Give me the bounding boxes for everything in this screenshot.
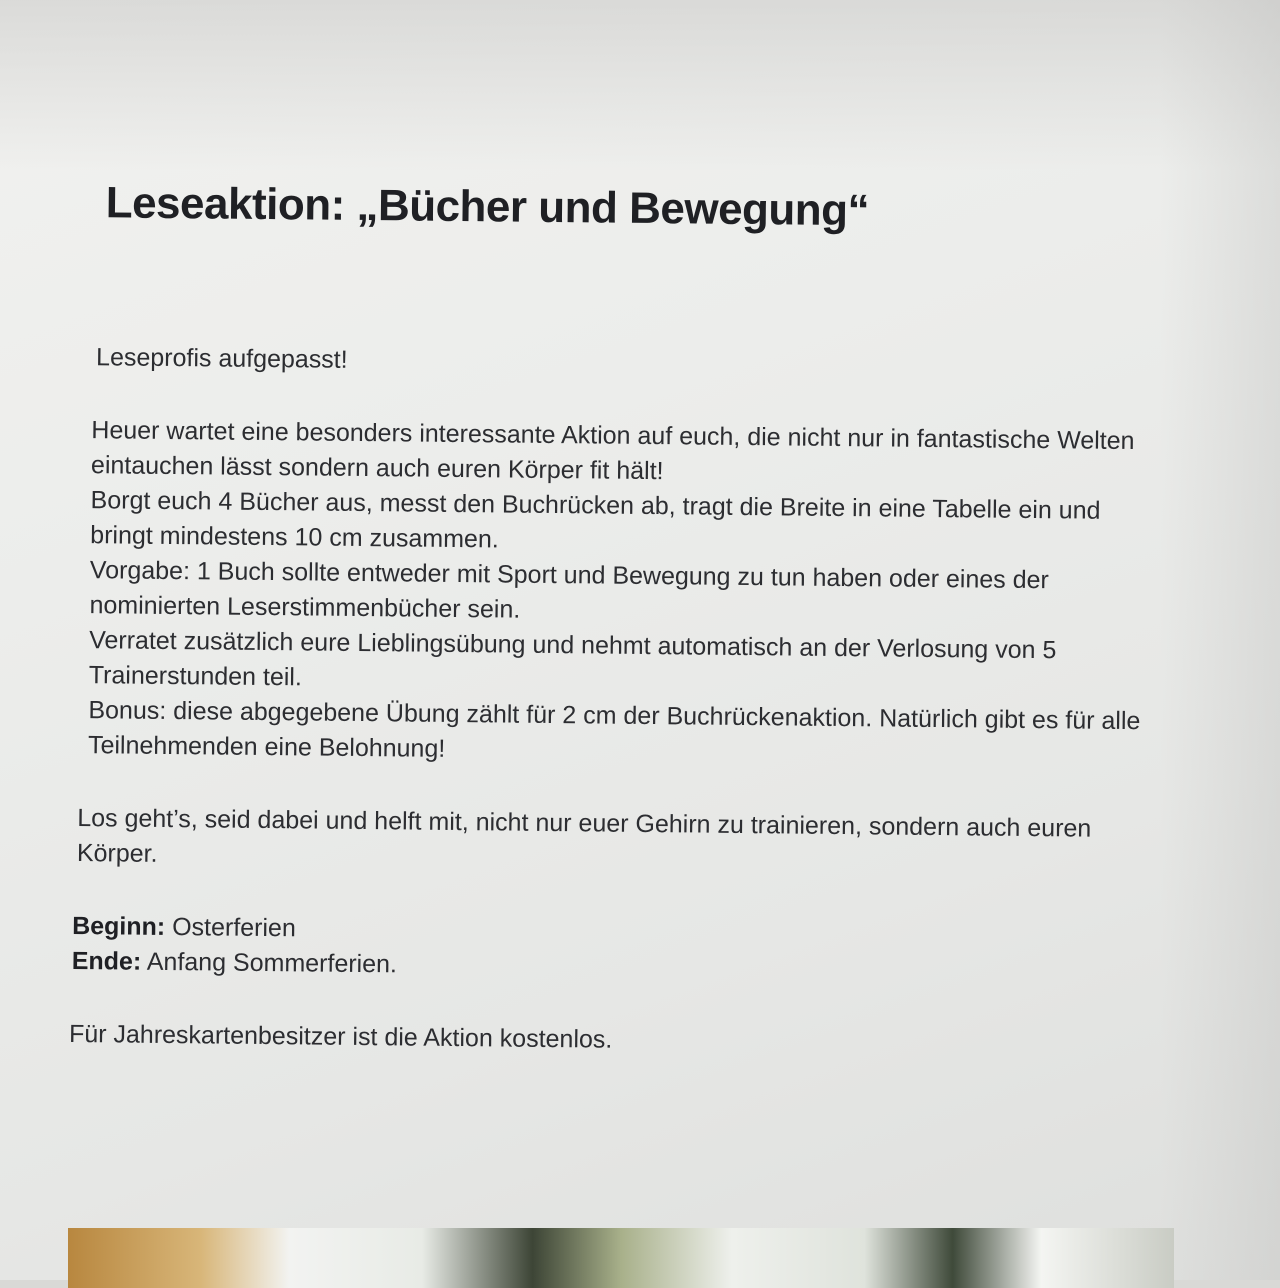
body-line-raffle: Verratet zusätzlich eure Lieblingsübung und nehmt automatisch an der Verlosung von 5 Trainerstunden teil.	[88, 626, 1057, 692]
end-label: Ende:	[71, 946, 142, 976]
dates-block	[72, 909, 1161, 990]
body-text	[88, 413, 1166, 774]
body-line-bonus: Bonus: diese abgegebene Übung zählt für 2 cm der Buchrückenaktion. Natürlich gibt es für alle Teilnehmenden eine Belohnung!	[87, 696, 1141, 763]
begin-value: Osterferien	[172, 913, 296, 943]
flyer-title: Leseaktion: „Bücher und Bewegung“	[105, 178, 870, 236]
decorative-photo	[68, 1228, 1174, 1288]
greeting: Leseprofis aufgepasst!	[95, 343, 348, 374]
begin-label: Beginn:	[72, 911, 166, 941]
flyer-content	[69, 178, 1168, 1063]
paper-shadow-top	[0, 0, 1280, 170]
closing-text: Los geht’s, seid dabei und helft mit, nicht nur euer Gehirn zu trainieren, sondern auch euren Körper.	[76, 804, 1092, 868]
paper-shadow-right	[1160, 0, 1280, 1280]
end-value: Anfang Sommerferien.	[146, 947, 398, 979]
body-line-instructions: Borgt euch 4 Bücher aus, messt den Buchrücken ab, tragt die Breite in eine Tabelle ein und bringt mindestens 10 cm zusammen.	[90, 486, 1101, 554]
pricing-note: Für Jahreskartenbesitzer ist die Aktion kostenlos.	[68, 1019, 613, 1054]
body-line-intro: Heuer wartet eine besonders interessante Aktion auf euch, die nicht nur in fantastische Welten eintauchen lässt sondern auch euren Körper fit hält!	[90, 416, 1135, 486]
body-line-requirement: Vorgabe: 1 Buch sollte entweder mit Sport und Bewegung zu tun haben oder eines der nominierten Leserstimmenbücher sein.	[89, 556, 1049, 624]
